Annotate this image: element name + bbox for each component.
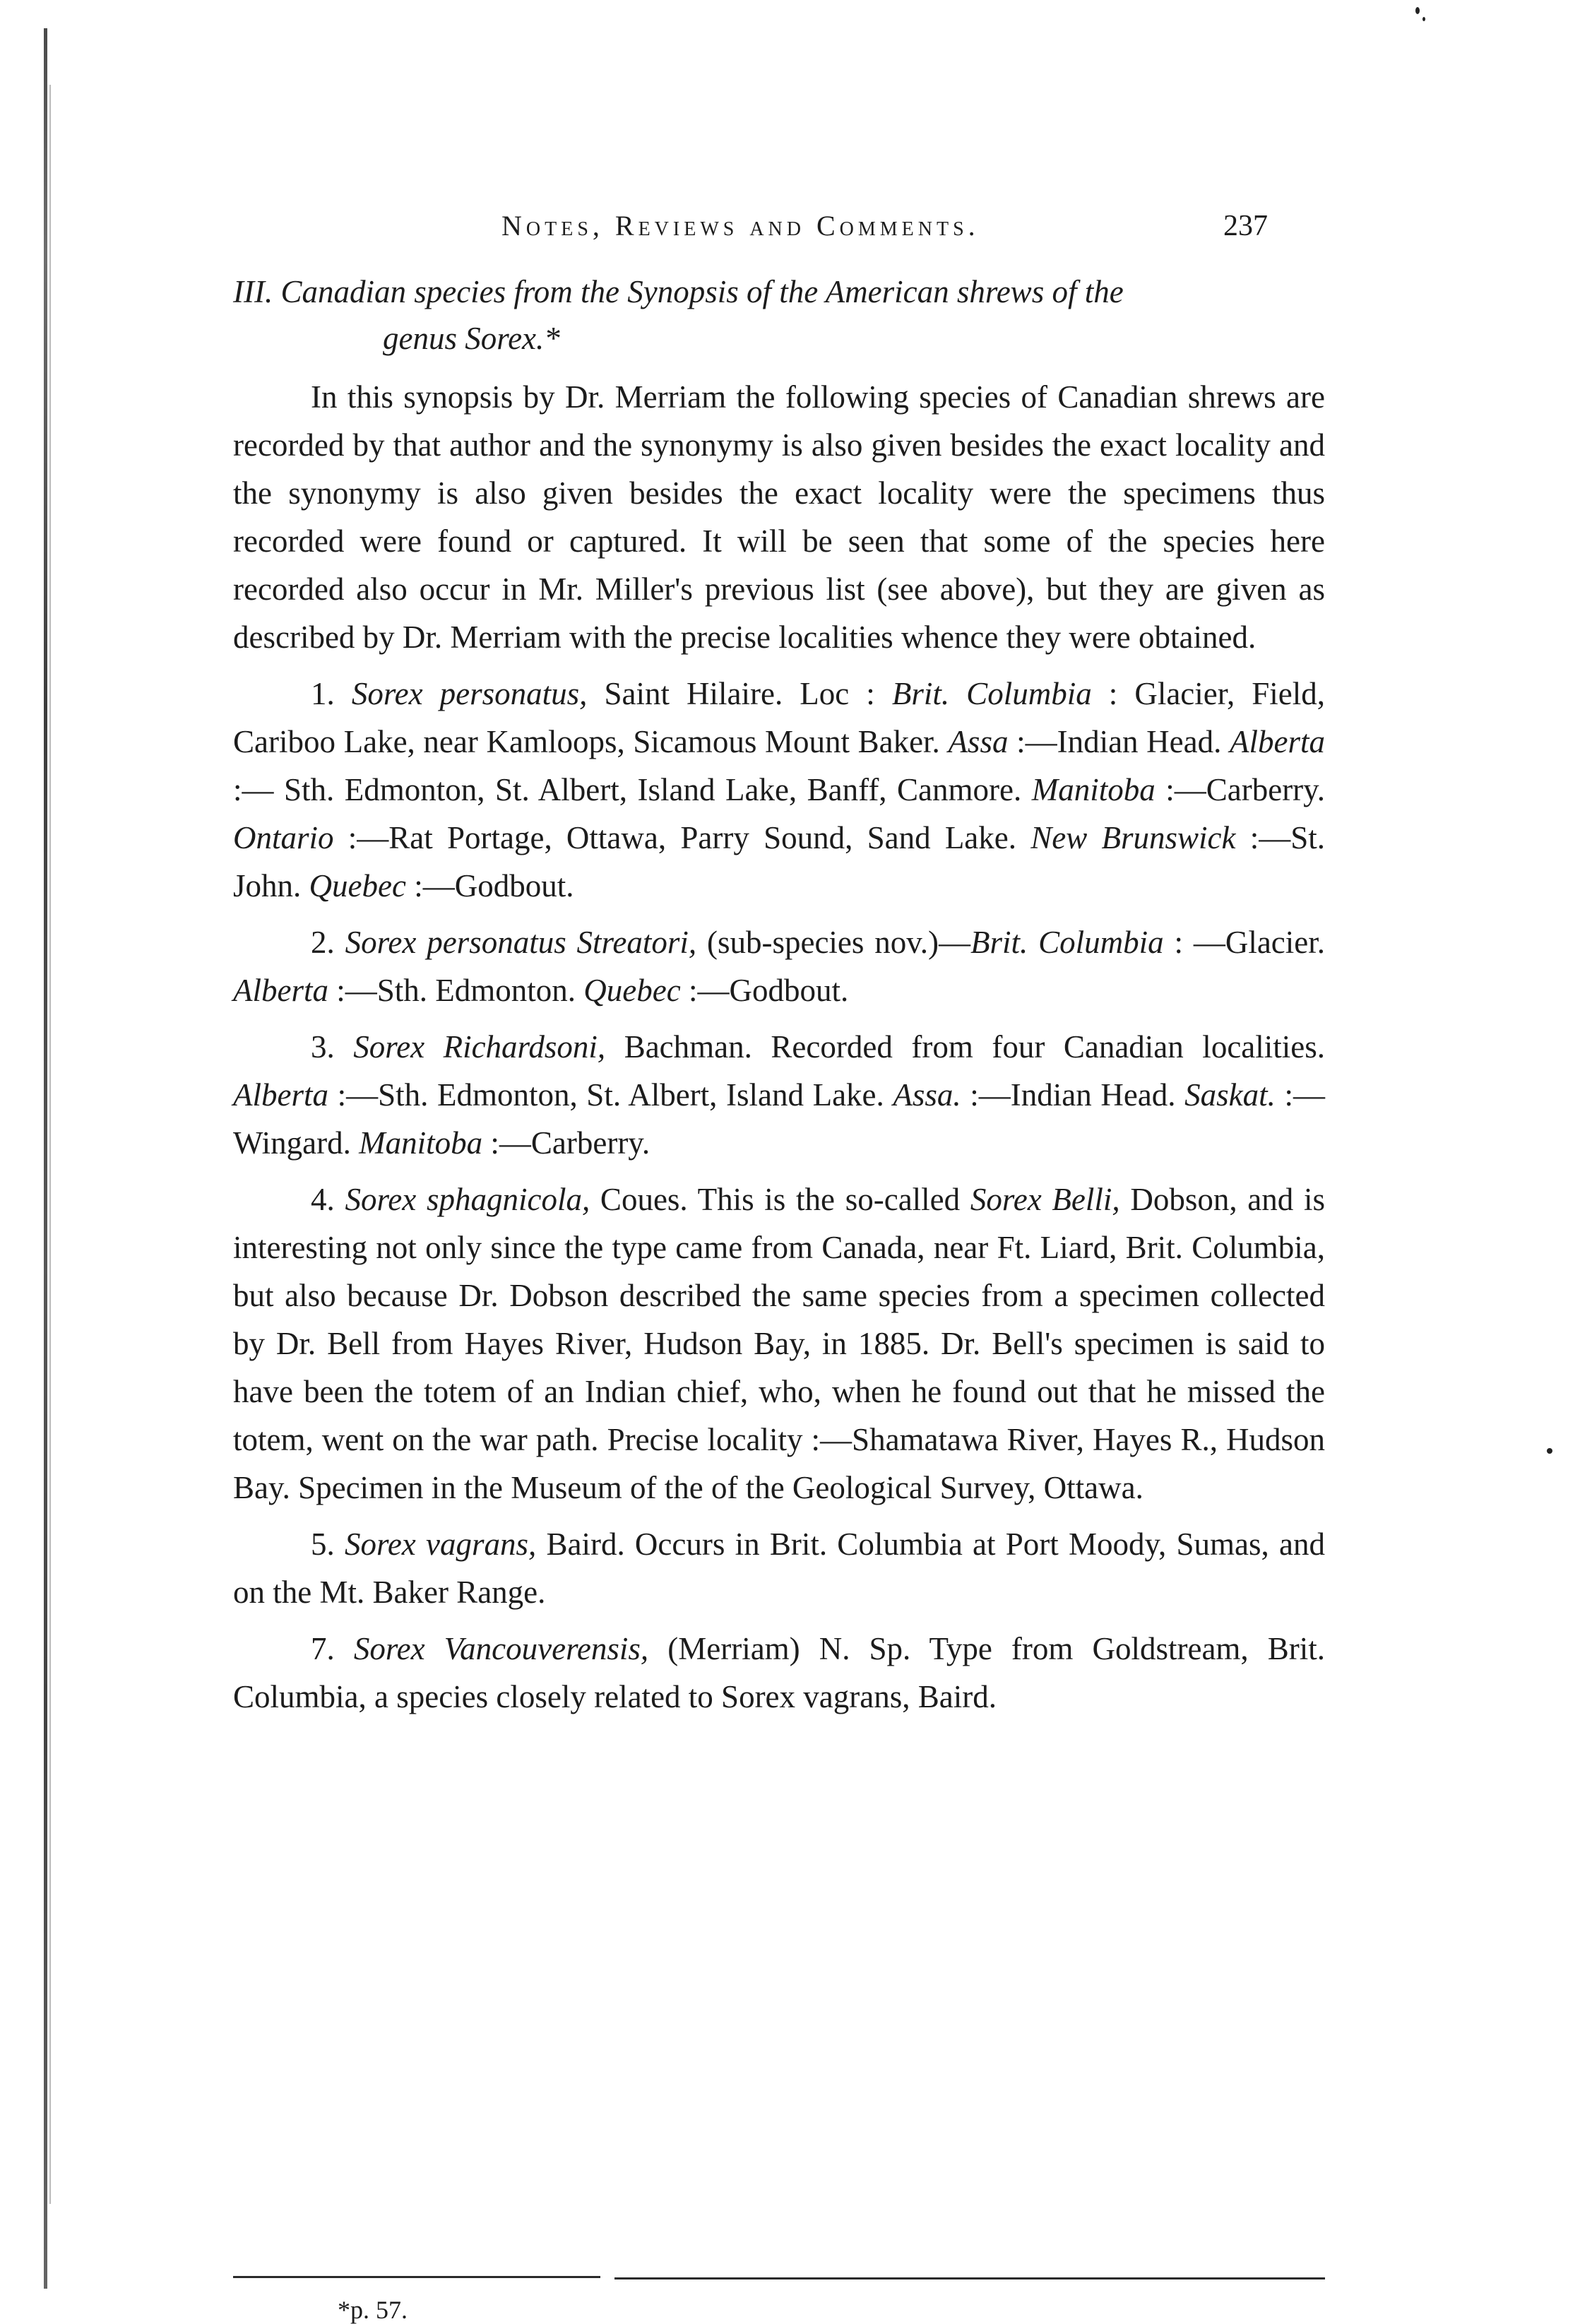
entry-text: :—Godbout. xyxy=(405,868,574,903)
article-body xyxy=(233,268,1325,1721)
entry-text: :—Godbout. xyxy=(680,973,849,1008)
entry-text: :—Rat Portage, Ottawa, Parry Sound, Sand Lake. xyxy=(333,820,1031,855)
species-name: Sorex personatus, xyxy=(351,676,588,711)
entry-text: :— Sth. Edmonton, St. Albert, Island Lake, Banff, Canmore. xyxy=(233,772,1032,807)
locality-region: Assa xyxy=(948,724,1009,759)
entry-text: :—Indian Head. xyxy=(1008,724,1230,759)
species-list xyxy=(233,670,1325,1721)
scan-edge-shadow xyxy=(44,28,47,2289)
entry-text: (Merriam) N. Sp. Type from Goldstream, Brit. Columbia, a species closely related to Sorex vagrans, Baird. xyxy=(233,1631,1325,1714)
entry-number: 5. xyxy=(311,1526,345,1562)
scan-speck xyxy=(1422,17,1425,21)
entry-text: :—Indian Head. xyxy=(961,1077,1185,1113)
locality-region: Brit. Columbia xyxy=(891,676,1092,711)
locality-region: Assa. xyxy=(893,1077,961,1113)
species-name: Sorex Vancouverensis, xyxy=(353,1631,649,1666)
entry-text: :—Carberry. xyxy=(1155,772,1325,807)
entry-text: :—St. John. xyxy=(233,820,1325,903)
footnote-rule xyxy=(233,2276,600,2278)
locality-region: Quebec xyxy=(583,973,681,1008)
locality-region: Ontario xyxy=(233,820,334,855)
entry-number: 4. xyxy=(311,1182,345,1217)
intro-paragraph: In this synopsis by Dr. Merriam the following species of Canadian shrews are recorded by that author and the synonymy is also given besides the exact locality and the synonymy is also given besides the exact locality were the specimens thus recorded were found or captured. It will be seen that some of the species here recorded also occur in Mr. Miller's previous list (see above), but they are given as described by Dr. Merriam with the precise localities whence they were obtained. xyxy=(233,379,1325,655)
entry-text: :—Sth. Edmonton, St. Albert, Island Lake. xyxy=(328,1077,893,1113)
footnote: *p. 57. xyxy=(338,2296,408,2324)
scan-speck xyxy=(1415,7,1420,14)
section-title-line-1: III. Canadian species from the Synopsis of the American shrews of the xyxy=(233,274,1124,309)
species-entry xyxy=(233,670,1325,910)
locality-region: Manitoba xyxy=(359,1125,483,1161)
entry-number: 3. xyxy=(311,1029,354,1065)
species-name: Sorex personatus Streatori, xyxy=(345,925,697,960)
entry-text: :—Carberry. xyxy=(482,1125,651,1161)
running-head: Notes, Reviews and Comments. xyxy=(501,210,980,242)
locality-region: Sorex Belli, xyxy=(970,1182,1120,1217)
entry-text: : Glacier, Field, Cariboo Lake, near Kamloops, Sicamous Mount Baker. xyxy=(233,676,1326,759)
locality-region: New Brunswick xyxy=(1030,820,1236,855)
section-title xyxy=(233,268,1325,362)
page-number: 237 xyxy=(1223,210,1268,242)
species-entry xyxy=(233,918,1325,1014)
scan-edge-line xyxy=(49,85,51,2204)
entry-number: 2. xyxy=(311,925,345,960)
species-name: Sorex vagrans, xyxy=(344,1526,537,1562)
locality-region: Alberta xyxy=(233,973,328,1008)
species-name: Sorex Richardsoni, xyxy=(353,1029,606,1065)
entry-text: Saint Hilaire. Loc : xyxy=(587,676,892,711)
locality-region: Alberta xyxy=(1230,724,1325,759)
entry-text: Dobson, and is interesting not only since the type came from Canada, near Ft. Liard, Brit. Columbia, but also because Dr. Dobson described the same species from a specimen collected by Dr. Bell from Hayes River, Hudson Bay, in 1885. Dr. Bell's specimen is said to have been the totem of an Indian chief, who, when he found out that he missed the totem, went on the war path. Precise locality :—Shamatawa River, Hayes R., Hudson Bay. Specimen in the Museum of the of the Geological Survey, Ottawa. xyxy=(233,1182,1326,1505)
species-entry xyxy=(233,1625,1325,1721)
entry-text: :—Sth. Edmonton. xyxy=(328,973,584,1008)
locality-region: Saskat. xyxy=(1184,1077,1276,1113)
scan-speck xyxy=(1547,1448,1552,1454)
entry-text: Coues. This is the so-called xyxy=(590,1182,970,1217)
species-entry xyxy=(233,1520,1325,1616)
locality-region: Quebec xyxy=(309,868,406,903)
entry-text: :—Wingard. xyxy=(233,1077,1325,1161)
entry-text: Baird. Occurs in Brit. Columbia at Port Moody, Sumas, and on the Mt. Baker Range. xyxy=(233,1526,1325,1610)
species-entry xyxy=(233,1023,1325,1167)
entry-text: Bachman. Recorded from four Canadian localities. xyxy=(605,1029,1326,1065)
locality-region: Manitoba xyxy=(1031,772,1156,807)
locality-region: Alberta xyxy=(233,1077,328,1113)
species-name: Sorex sphagnicola, xyxy=(345,1182,590,1217)
entry-text: : —Glacier. xyxy=(1163,925,1325,960)
entry-number: 1. xyxy=(311,676,352,711)
locality-region: Brit. Columbia xyxy=(970,925,1164,960)
species-entry xyxy=(233,1175,1325,1512)
footnote-rule xyxy=(614,2277,1325,2279)
section-title-line-2: genus Sorex.* xyxy=(383,321,560,356)
entry-text: (sub-species nov.)— xyxy=(696,925,971,960)
entry-number: 7. xyxy=(311,1631,354,1666)
